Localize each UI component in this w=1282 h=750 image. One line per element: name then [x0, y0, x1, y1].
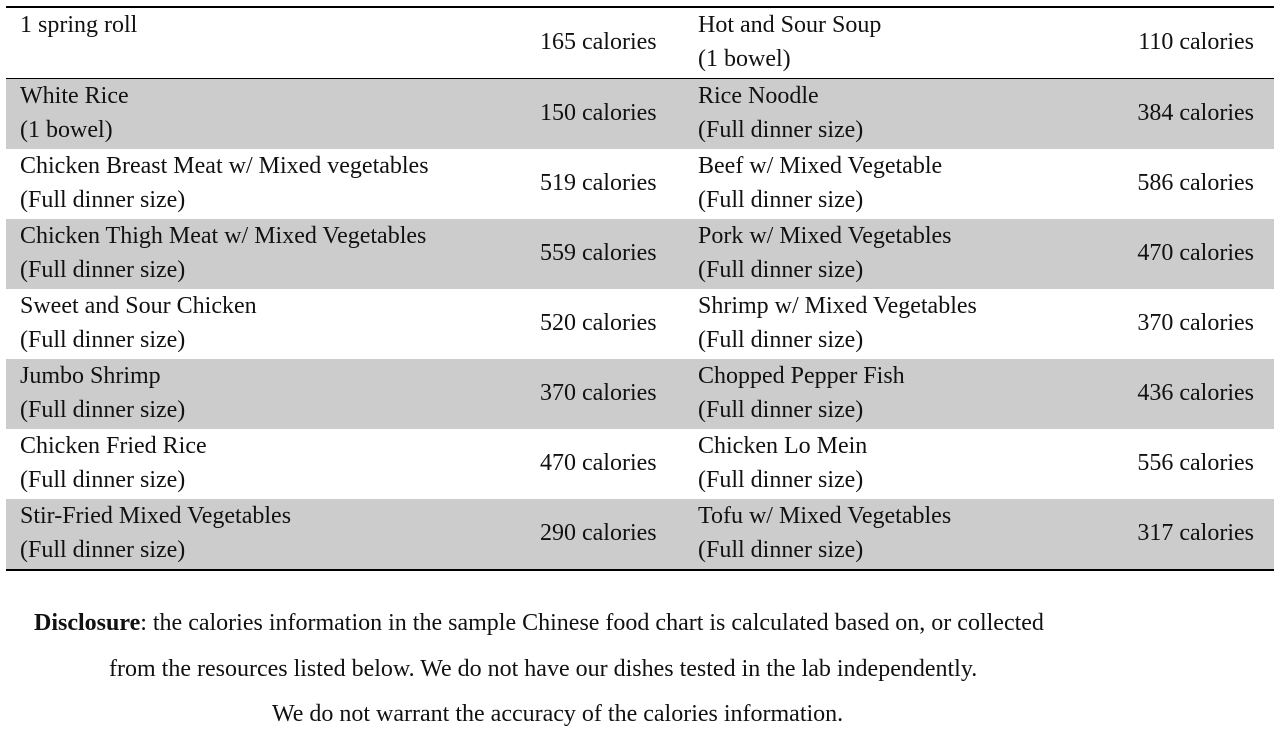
disclosure-line: We do not warrant the accuracy of the calories information. — [272, 701, 844, 727]
table-row — [6, 499, 1274, 569]
dish-name-right — [698, 219, 952, 287]
calories-value-right: 384 calories — [1137, 100, 1254, 126]
disclosure-line — [34, 601, 1044, 646]
calories-value-right: 370 calories — [1137, 310, 1254, 336]
dish-name-line: Stir-Fried Mixed Vegetables — [20, 503, 292, 529]
dish-name-left — [20, 8, 137, 42]
calories-value-left: 519 calories — [540, 170, 657, 196]
dish-name-left — [20, 79, 129, 147]
table-row — [6, 79, 1274, 149]
dish-name-right — [698, 8, 881, 76]
calories-value-left: 470 calories — [540, 450, 657, 476]
dish-name-line: Chopped Pepper Fish — [698, 363, 905, 389]
dish-name-left — [20, 429, 207, 497]
calories-value-right: 586 calories — [1137, 170, 1254, 196]
table-row — [6, 219, 1274, 289]
dish-portion-line: (Full dinner size) — [698, 187, 864, 213]
dish-portion-line: (Full dinner size) — [698, 327, 864, 353]
dish-portion-line: (Full dinner size) — [698, 257, 864, 283]
dish-portion-line: (1 bowel) — [698, 46, 791, 72]
dish-portion-line: (Full dinner size) — [20, 257, 186, 283]
calories-value-left: 559 calories — [540, 240, 657, 266]
dish-portion-line: (1 bowel) — [20, 117, 113, 143]
dish-name-right — [698, 359, 905, 427]
table-row — [6, 149, 1274, 219]
dish-name-line: Chicken Thigh Meat w/ Mixed Vegetables — [20, 223, 427, 249]
calories-table — [6, 6, 1274, 571]
calories-value-right: 436 calories — [1137, 380, 1254, 406]
disclosure-label: Disclosure — [34, 610, 141, 636]
calories-value-right: 110 calories — [1138, 29, 1254, 55]
dish-name-line: Shrimp w/ Mixed Vegetables — [698, 293, 977, 319]
dish-name-right — [698, 149, 942, 217]
calories-value-left: 290 calories — [540, 520, 657, 546]
dish-portion-line: (Full dinner size) — [698, 467, 864, 493]
calories-value-right: 556 calories — [1137, 450, 1254, 476]
table-row — [6, 8, 1274, 79]
dish-name-line: White Rice — [20, 83, 129, 109]
disclosure-text: : the calories information in the sample Chinese food chart is calculated based on, or collected — [140, 610, 1044, 636]
dish-portion-line: (Full dinner size) — [698, 397, 864, 423]
calories-value-left: 165 calories — [540, 29, 657, 55]
dish-name-left — [20, 499, 291, 567]
dish-name-right — [698, 79, 863, 147]
dish-name-line: Chicken Breast Meat w/ Mixed vegetables — [20, 153, 429, 179]
dish-portion-line: (Full dinner size) — [698, 117, 864, 143]
calories-value-left: 150 calories — [540, 100, 657, 126]
table-row — [6, 289, 1274, 359]
dish-name-line: Beef w/ Mixed Vegetable — [698, 153, 943, 179]
dish-name-right — [698, 289, 977, 357]
dish-name-left — [20, 219, 426, 287]
dish-portion-line: (Full dinner size) — [20, 467, 186, 493]
dish-portion-line: (Full dinner size) — [20, 537, 186, 563]
dish-name-left — [20, 289, 257, 357]
calories-value-left: 520 calories — [540, 310, 657, 336]
table-row — [6, 359, 1274, 429]
dish-name-line: 1 spring roll — [20, 12, 138, 38]
dish-name-line: Rice Noodle — [698, 83, 819, 109]
disclosure-line: from the resources listed below. We do not have our dishes tested in the lab independently. — [109, 656, 978, 682]
dish-name-left — [20, 149, 429, 217]
dish-name-right — [698, 429, 867, 497]
dish-name-line: Chicken Fried Rice — [20, 433, 207, 459]
dish-name-line: Jumbo Shrimp — [20, 363, 161, 389]
dish-name-line: Chicken Lo Mein — [698, 433, 868, 459]
calories-value-right: 470 calories — [1137, 240, 1254, 266]
dish-name-line: Pork w/ Mixed Vegetables — [698, 223, 952, 249]
dish-portion-line: (Full dinner size) — [20, 187, 186, 213]
dish-portion-line: (Full dinner size) — [20, 397, 186, 423]
dish-name-right — [698, 499, 951, 567]
dish-portion-line: (Full dinner size) — [20, 327, 186, 353]
dish-name-line: Tofu w/ Mixed Vegetables — [698, 503, 952, 529]
table-row — [6, 429, 1274, 499]
dish-name-left — [20, 359, 185, 427]
dish-name-line: Hot and Sour Soup — [698, 12, 882, 38]
calories-value-right: 317 calories — [1137, 520, 1254, 546]
calories-value-left: 370 calories — [540, 380, 657, 406]
dish-name-line: Sweet and Sour Chicken — [20, 293, 257, 319]
dish-portion-line: (Full dinner size) — [698, 537, 864, 563]
